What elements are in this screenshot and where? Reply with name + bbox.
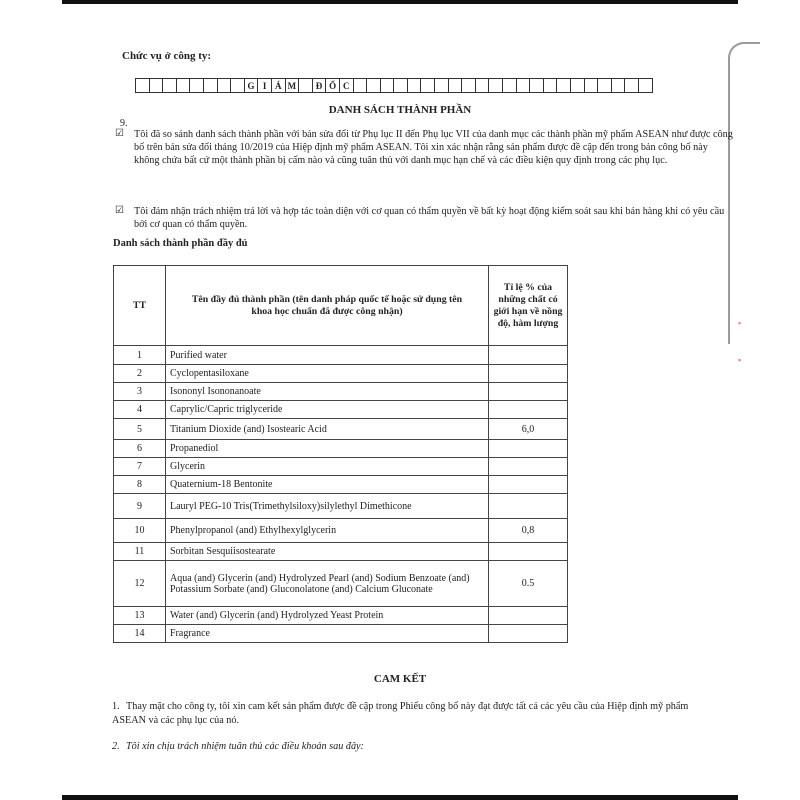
row-number: 6	[114, 440, 166, 458]
position-char-box	[230, 78, 245, 93]
position-char-box	[448, 78, 463, 93]
position-char-box: G	[244, 78, 259, 93]
position-char-box	[380, 78, 395, 93]
ingredients-table	[113, 265, 568, 643]
table-row	[114, 365, 568, 383]
commitment-text: Thay mặt cho công ty, tôi xin cam kết sản phẩm được đề cập trong Phiếu công bố này đạt được tất cả các yêu cầu của Hiệp định mỹ phẩm ASEAN và các phụ lục của nó.	[112, 701, 689, 726]
ingredient-name: Propanediol	[166, 440, 489, 458]
position-char-box	[353, 78, 368, 93]
position-char-box	[502, 78, 517, 93]
position-char-box: Á	[271, 78, 286, 93]
checkbox-icon: ☑	[115, 205, 124, 216]
row-number: 12	[114, 561, 166, 607]
ingredient-name: Glycerin	[166, 458, 489, 476]
ingredient-name: Aqua (and) Glycerin (and) Hydrolyzed Pearl (and) Sodium Benzoate (and) Potassium Sorbate (and) Gluconolatone (and) Calcium Gluconate	[166, 561, 489, 607]
position-char-box: M	[285, 78, 300, 93]
position-char-box	[393, 78, 408, 93]
bottom-border	[62, 795, 738, 800]
position-char-box: Đ	[312, 78, 327, 93]
position-char-box	[461, 78, 476, 93]
ingredient-ratio	[489, 458, 568, 476]
position-char-box: I	[257, 78, 272, 93]
table-row	[114, 561, 568, 607]
ingredient-name: Titanium Dioxide (and) Isostearic Acid	[166, 419, 489, 440]
ingredient-ratio	[489, 543, 568, 561]
ingredient-ratio: 6,0	[489, 419, 568, 440]
declaration-1: Tôi đã so sánh danh sách thành phần với bản sửa đổi từ Phụ lục II đến Phụ lục VII của danh mục các thành phần mỹ phẩm ASEAN như được công bố trên bản sửa đổi tháng 10/2019 của Hiệp định mỹ phẩm ASEAN. Tôi xin xác nhận rằng sản phẩm được đề cập đến trong bản công bố này không chứa bất cứ một thành phần bị cấm nào và cũng tuân thủ với danh mục hạn chế và các điều kiện quy định trong các phụ lục.	[134, 129, 733, 167]
position-char-box	[135, 78, 150, 93]
table-row	[114, 476, 568, 494]
ingredients-heading: DANH SÁCH THÀNH PHẦN	[328, 104, 472, 116]
ingredient-name: Water (and) Glycerin (and) Hydrolyzed Yeast Protein	[166, 607, 489, 625]
top-border	[62, 0, 738, 4]
commitment-number: 2.	[112, 741, 120, 752]
row-number: 7	[114, 458, 166, 476]
table-row	[114, 440, 568, 458]
position-char-box	[217, 78, 232, 93]
commitment-number: 1.	[112, 701, 120, 712]
table-row	[114, 458, 568, 476]
position-char-box	[570, 78, 585, 93]
ingredient-ratio	[489, 401, 568, 419]
ingredient-name: Quaternium-18 Bentonite	[166, 476, 489, 494]
checkbox-icon: ☑	[115, 128, 124, 139]
position-char-box: Ố	[325, 78, 340, 93]
position-char-box	[366, 78, 381, 93]
ingredient-name: Purified water	[166, 346, 489, 365]
ingredient-name: Phenylpropanol (and) Ethylhexylglycerin	[166, 519, 489, 543]
ingredient-ratio	[489, 365, 568, 383]
position-char-box	[475, 78, 490, 93]
position-char-box	[298, 78, 313, 93]
ingredient-name: Cyclopentasiloxane	[166, 365, 489, 383]
ingredient-ratio: 0.5	[489, 561, 568, 607]
row-number: 5	[114, 419, 166, 440]
ingredient-ratio	[489, 607, 568, 625]
position-char-box	[556, 78, 571, 93]
position-char-box	[162, 78, 177, 93]
table-row	[114, 383, 568, 401]
position-char-box	[434, 78, 449, 93]
ingredient-ratio	[489, 383, 568, 401]
row-number: 13	[114, 607, 166, 625]
red-stamp-fragment: ▪	[738, 355, 742, 365]
header-ratio: Tỉ lệ % của những chất có giới hạn về nồng độ, hàm lượng	[489, 266, 568, 346]
position-char-box	[176, 78, 191, 93]
position-char-box	[597, 78, 612, 93]
table-row	[114, 625, 568, 643]
adjacent-page-edge	[728, 42, 760, 344]
header-name: Tên đầy đủ thành phần (tên danh pháp quốc tế hoặc sử dụng tên khoa học chuẩn đã được công nhận)	[166, 266, 489, 346]
position-char-box	[638, 78, 653, 93]
position-char-box	[149, 78, 164, 93]
ingredient-ratio: 0,8	[489, 519, 568, 543]
table-row	[114, 401, 568, 419]
ingredient-ratio	[489, 625, 568, 643]
row-number: 8	[114, 476, 166, 494]
position-char-box	[488, 78, 503, 93]
table-row	[114, 607, 568, 625]
position-char-box	[529, 78, 544, 93]
ingredient-ratio	[489, 476, 568, 494]
table-row	[114, 346, 568, 365]
full-list-title: Danh sách thành phần đầy đủ	[113, 238, 248, 249]
ingredient-ratio	[489, 440, 568, 458]
commitment-item	[112, 700, 712, 727]
table-row	[114, 494, 568, 519]
row-number: 4	[114, 401, 166, 419]
section-number: 9.	[120, 118, 128, 129]
table-row	[114, 419, 568, 440]
row-number: 1	[114, 346, 166, 365]
position-label: Chức vụ ở công ty:	[122, 50, 212, 62]
ingredient-name: Caprylic/Capric triglyceride	[166, 401, 489, 419]
ingredient-name: Sorbitan Sesquiisostearate	[166, 543, 489, 561]
position-char-box	[611, 78, 626, 93]
row-number: 2	[114, 365, 166, 383]
declaration-2: Tôi đảm nhận trách nhiệm trả lời và hợp tác toàn diện với cơ quan có thẩm quyền về bất kỳ hoạt động kiểm soát sau khi bán hàng khi có yêu cầu bởi cơ quan có thẩm quyền.	[134, 206, 725, 231]
ingredient-ratio	[489, 346, 568, 365]
row-number: 10	[114, 519, 166, 543]
position-char-box	[624, 78, 639, 93]
position-char-box	[543, 78, 558, 93]
position-char-box: C	[339, 78, 354, 93]
table-row	[114, 519, 568, 543]
position-char-box	[420, 78, 435, 93]
position-boxes	[135, 78, 652, 93]
ingredient-name: Fragrance	[166, 625, 489, 643]
position-char-box	[407, 78, 422, 93]
position-char-box	[189, 78, 204, 93]
commitment-heading: CAM KẾT	[373, 673, 427, 685]
ingredient-name: Lauryl PEG-10 Tris(Trimethylsiloxy)silylethyl Dimethicone	[166, 494, 489, 519]
ingredient-ratio	[489, 494, 568, 519]
position-char-box	[203, 78, 218, 93]
commitment-item	[112, 740, 712, 754]
commitment-text: Tôi xin chịu trách nhiệm tuân thủ các điều khoản sau đây:	[126, 741, 364, 752]
row-number: 14	[114, 625, 166, 643]
row-number: 9	[114, 494, 166, 519]
position-char-box	[516, 78, 531, 93]
header-tt: TT	[114, 266, 166, 346]
row-number: 11	[114, 543, 166, 561]
ingredient-name: Isononyl Isononanoate	[166, 383, 489, 401]
red-stamp-fragment: ▪	[738, 318, 742, 328]
table-row	[114, 543, 568, 561]
position-char-box	[584, 78, 599, 93]
row-number: 3	[114, 383, 166, 401]
